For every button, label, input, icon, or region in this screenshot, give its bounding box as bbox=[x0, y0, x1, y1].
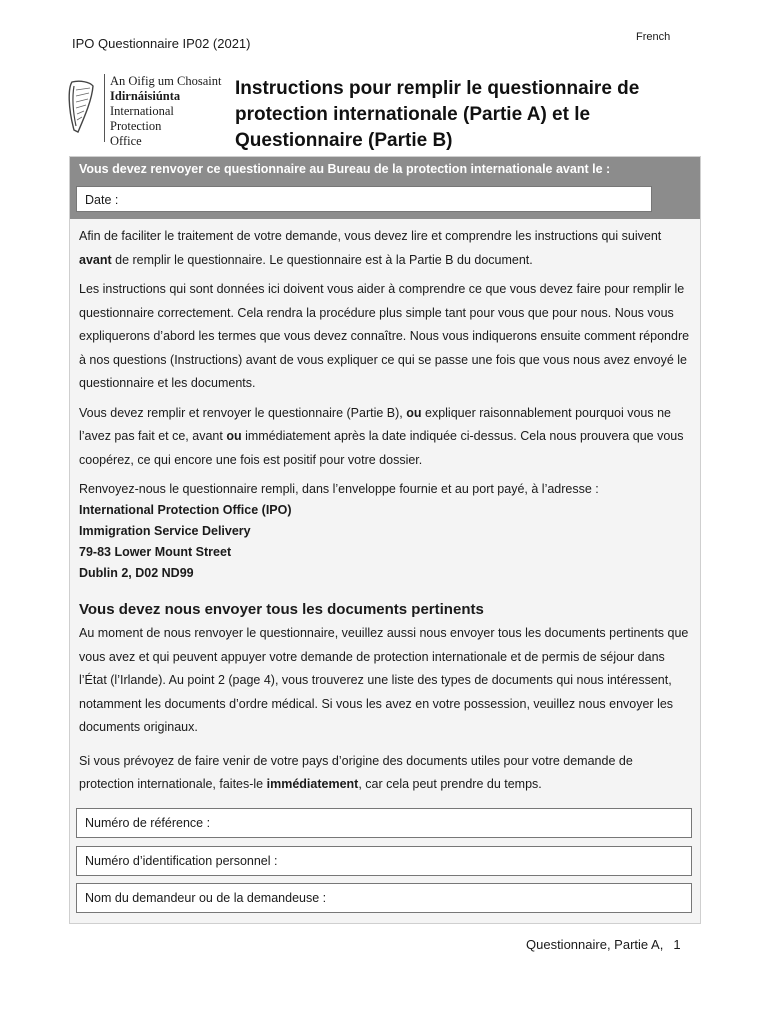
section-heading-documents: Vous devez nous envoyer tous les documents pertinents bbox=[79, 600, 484, 618]
deadline-banner-text: Vous devez renvoyer ce questionnaire au Bureau de la protection internationale avant le : bbox=[79, 162, 611, 176]
logo-line-3: International Protection bbox=[110, 104, 174, 133]
ipo-address bbox=[79, 500, 691, 584]
text-run: Afin de faciliter le traitement de votre demande, vous devez lire et comprendre les instructions qui suivent bbox=[79, 229, 662, 243]
text-run-bold: avant bbox=[79, 252, 112, 267]
text-run-bold: ou bbox=[226, 429, 242, 443]
text-run: immédiatement après la date indiquée ci-dessus. Cela nous prouvera que vous coopérez, ce qui encore une fois est positif pour votre dossier. bbox=[79, 429, 684, 467]
personal-id-field[interactable]: Numéro d’identification personnel : bbox=[76, 846, 692, 876]
address-line: International Protection Office (IPO) bbox=[79, 502, 292, 517]
text-run-bold: immédiatement bbox=[266, 777, 359, 791]
text-run: de remplir le questionnaire. Le questionnaire est à la Partie B du document. bbox=[111, 252, 533, 267]
address-line: 79-83 Lower Mount Street bbox=[79, 544, 232, 559]
address-line: Immigration Service Delivery bbox=[79, 523, 251, 538]
text-run: , car cela peut prendre du temps. bbox=[358, 777, 542, 791]
header-doc-id: IPO Questionnaire IP02 (2021) bbox=[72, 36, 251, 51]
page-footer bbox=[526, 937, 681, 952]
paragraph-deadline bbox=[79, 402, 691, 473]
paragraph-purpose: Les instructions qui sont données ici doivent vous aider à comprendre ce que vous devez faire pour remplir le questionnaire correctement. Cela rendra la procédure plus simple tant pour vous que pour nous. Nous vous expliquerons d’abord les termes que vous devez connaître. Nous vous indiquerons ensuite comment répondre à nos questions (Instructions) avant de vous expliquer ce qui se passe une fois que vous nous avez envoyé le questionnaire et les documents. bbox=[79, 282, 690, 390]
ipo-logo bbox=[66, 72, 226, 148]
applicant-name-field[interactable]: Nom du demandeur ou de la demandeuse : bbox=[76, 883, 692, 913]
date-field[interactable]: Date : bbox=[76, 186, 652, 212]
deadline-banner bbox=[70, 157, 700, 219]
logo-line-4: Office bbox=[110, 134, 142, 148]
text-run: Si vous prévoyez de faire venir de votre pays d’origine des documents utiles pour votre demande de protection internationale, faites-le bbox=[79, 753, 633, 791]
text-run: Vous devez remplir et renvoyer le questionnaire (Partie B), bbox=[79, 405, 407, 420]
paragraph-origin-documents bbox=[79, 750, 691, 797]
page-number: 1 bbox=[673, 937, 681, 952]
page-title: Instructions pour remplir le questionnaire de protection internationale (Partie A) et le Questionnaire (Partie B) bbox=[235, 78, 640, 151]
address-line: Dublin 2, D02 ND99 bbox=[79, 565, 194, 580]
text-run-bold: ou bbox=[406, 405, 422, 420]
paragraph-documents: Au moment de nous renvoyer le questionnaire, veuillez aussi nous envoyer tous les documents pertinents que vous avez et qui peuvent appuyer votre demande de protection internationale et de permis de séjour dans l’État (l’Irlande). Au point 2 (page 4), vous trouverez une liste des types de documents qui nous intéressent, notamment les documents d’ordre médical. Si vous les avez en votre possession, veuillez nous envoyer les documents originaux. bbox=[79, 626, 689, 734]
paragraph-intro bbox=[79, 225, 691, 272]
harp-icon bbox=[66, 78, 96, 136]
reference-number-field[interactable]: Numéro de référence : bbox=[76, 808, 692, 838]
logo-line-1: An Oifig um Chosaint bbox=[110, 74, 222, 88]
footer-label: Questionnaire, Partie A, bbox=[526, 937, 664, 952]
paragraph-return: Renvoyez-nous le questionnaire rempli, dans l’enveloppe fournie et au port payé, à l’adresse : bbox=[79, 482, 599, 496]
header-language: French bbox=[636, 31, 671, 43]
text-run: expliquer raisonnablement pourquoi vous ne l’avez pas fait et ce, avant bbox=[79, 405, 672, 443]
logo-divider bbox=[104, 74, 105, 142]
instructions-body bbox=[79, 225, 691, 803]
instructions-panel bbox=[69, 156, 701, 924]
logo-line-2: Idirnáisiúnta bbox=[110, 89, 181, 103]
logo-text bbox=[110, 74, 226, 149]
